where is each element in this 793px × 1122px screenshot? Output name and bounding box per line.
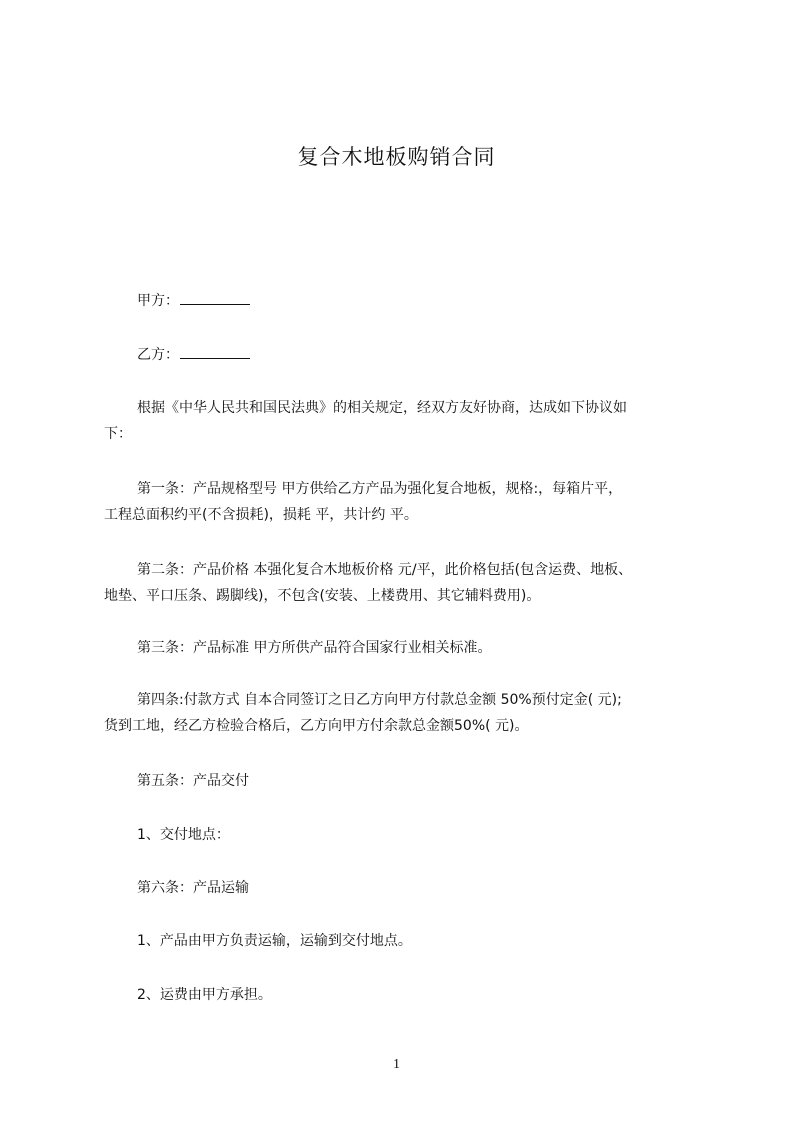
party-a-line [137,291,250,311]
document-title: 复合木地板购销合同 [297,145,496,169]
article-4-line-1: 第四条:付款方式 自本合同签订之日乙方向甲方付款总金额 50%预付定金( 元); [137,692,622,708]
party-a-blank [180,291,250,305]
page-number: 1 [393,1057,400,1072]
article-1-line-1: 第一条：产品规格型号 甲方供给乙方产品为强化复合地板，规格:，每箱片平， [137,481,623,497]
article-6-item-2: 2、运费由甲方承担。 [137,987,272,1003]
party-b-label: 乙方： [137,347,179,363]
article-5-item-1: 1、交付地点： [137,827,230,843]
intro-line-1: 根据《中华人民共和国民法典》的相关规定，经双方友好协商，达成如下协议如 [137,400,627,416]
party-b-blank [180,345,250,359]
intro-line-2: 下： [104,426,132,442]
article-5-heading: 第五条：产品交付 [137,773,249,789]
article-1-line-2: 工程总面积约平(不含损耗)，损耗 平，共计约 平。 [104,507,418,523]
article-2-line-1: 第二条：产品价格 本强化复合木地板价格 元/平，此价格包括(包含运费、地板、 [137,562,633,578]
party-b-line [137,345,250,365]
article-6-heading: 第六条：产品运输 [137,880,249,896]
party-a-label: 甲方： [137,293,179,309]
article-6-item-1: 1、产品由甲方负责运输，运输到交付地点。 [137,933,412,949]
article-4-line-2: 货到工地，经乙方检验合格后，乙方向甲方付余款总金额50%( 元)。 [104,718,529,734]
article-3: 第三条：产品标准 甲方所供产品符合国家行业相关标准。 [137,640,492,656]
article-2-line-2: 地垫、平口压条、踢脚线)，不包含(安装、上楼费用、其它辅料费用)。 [104,588,541,604]
